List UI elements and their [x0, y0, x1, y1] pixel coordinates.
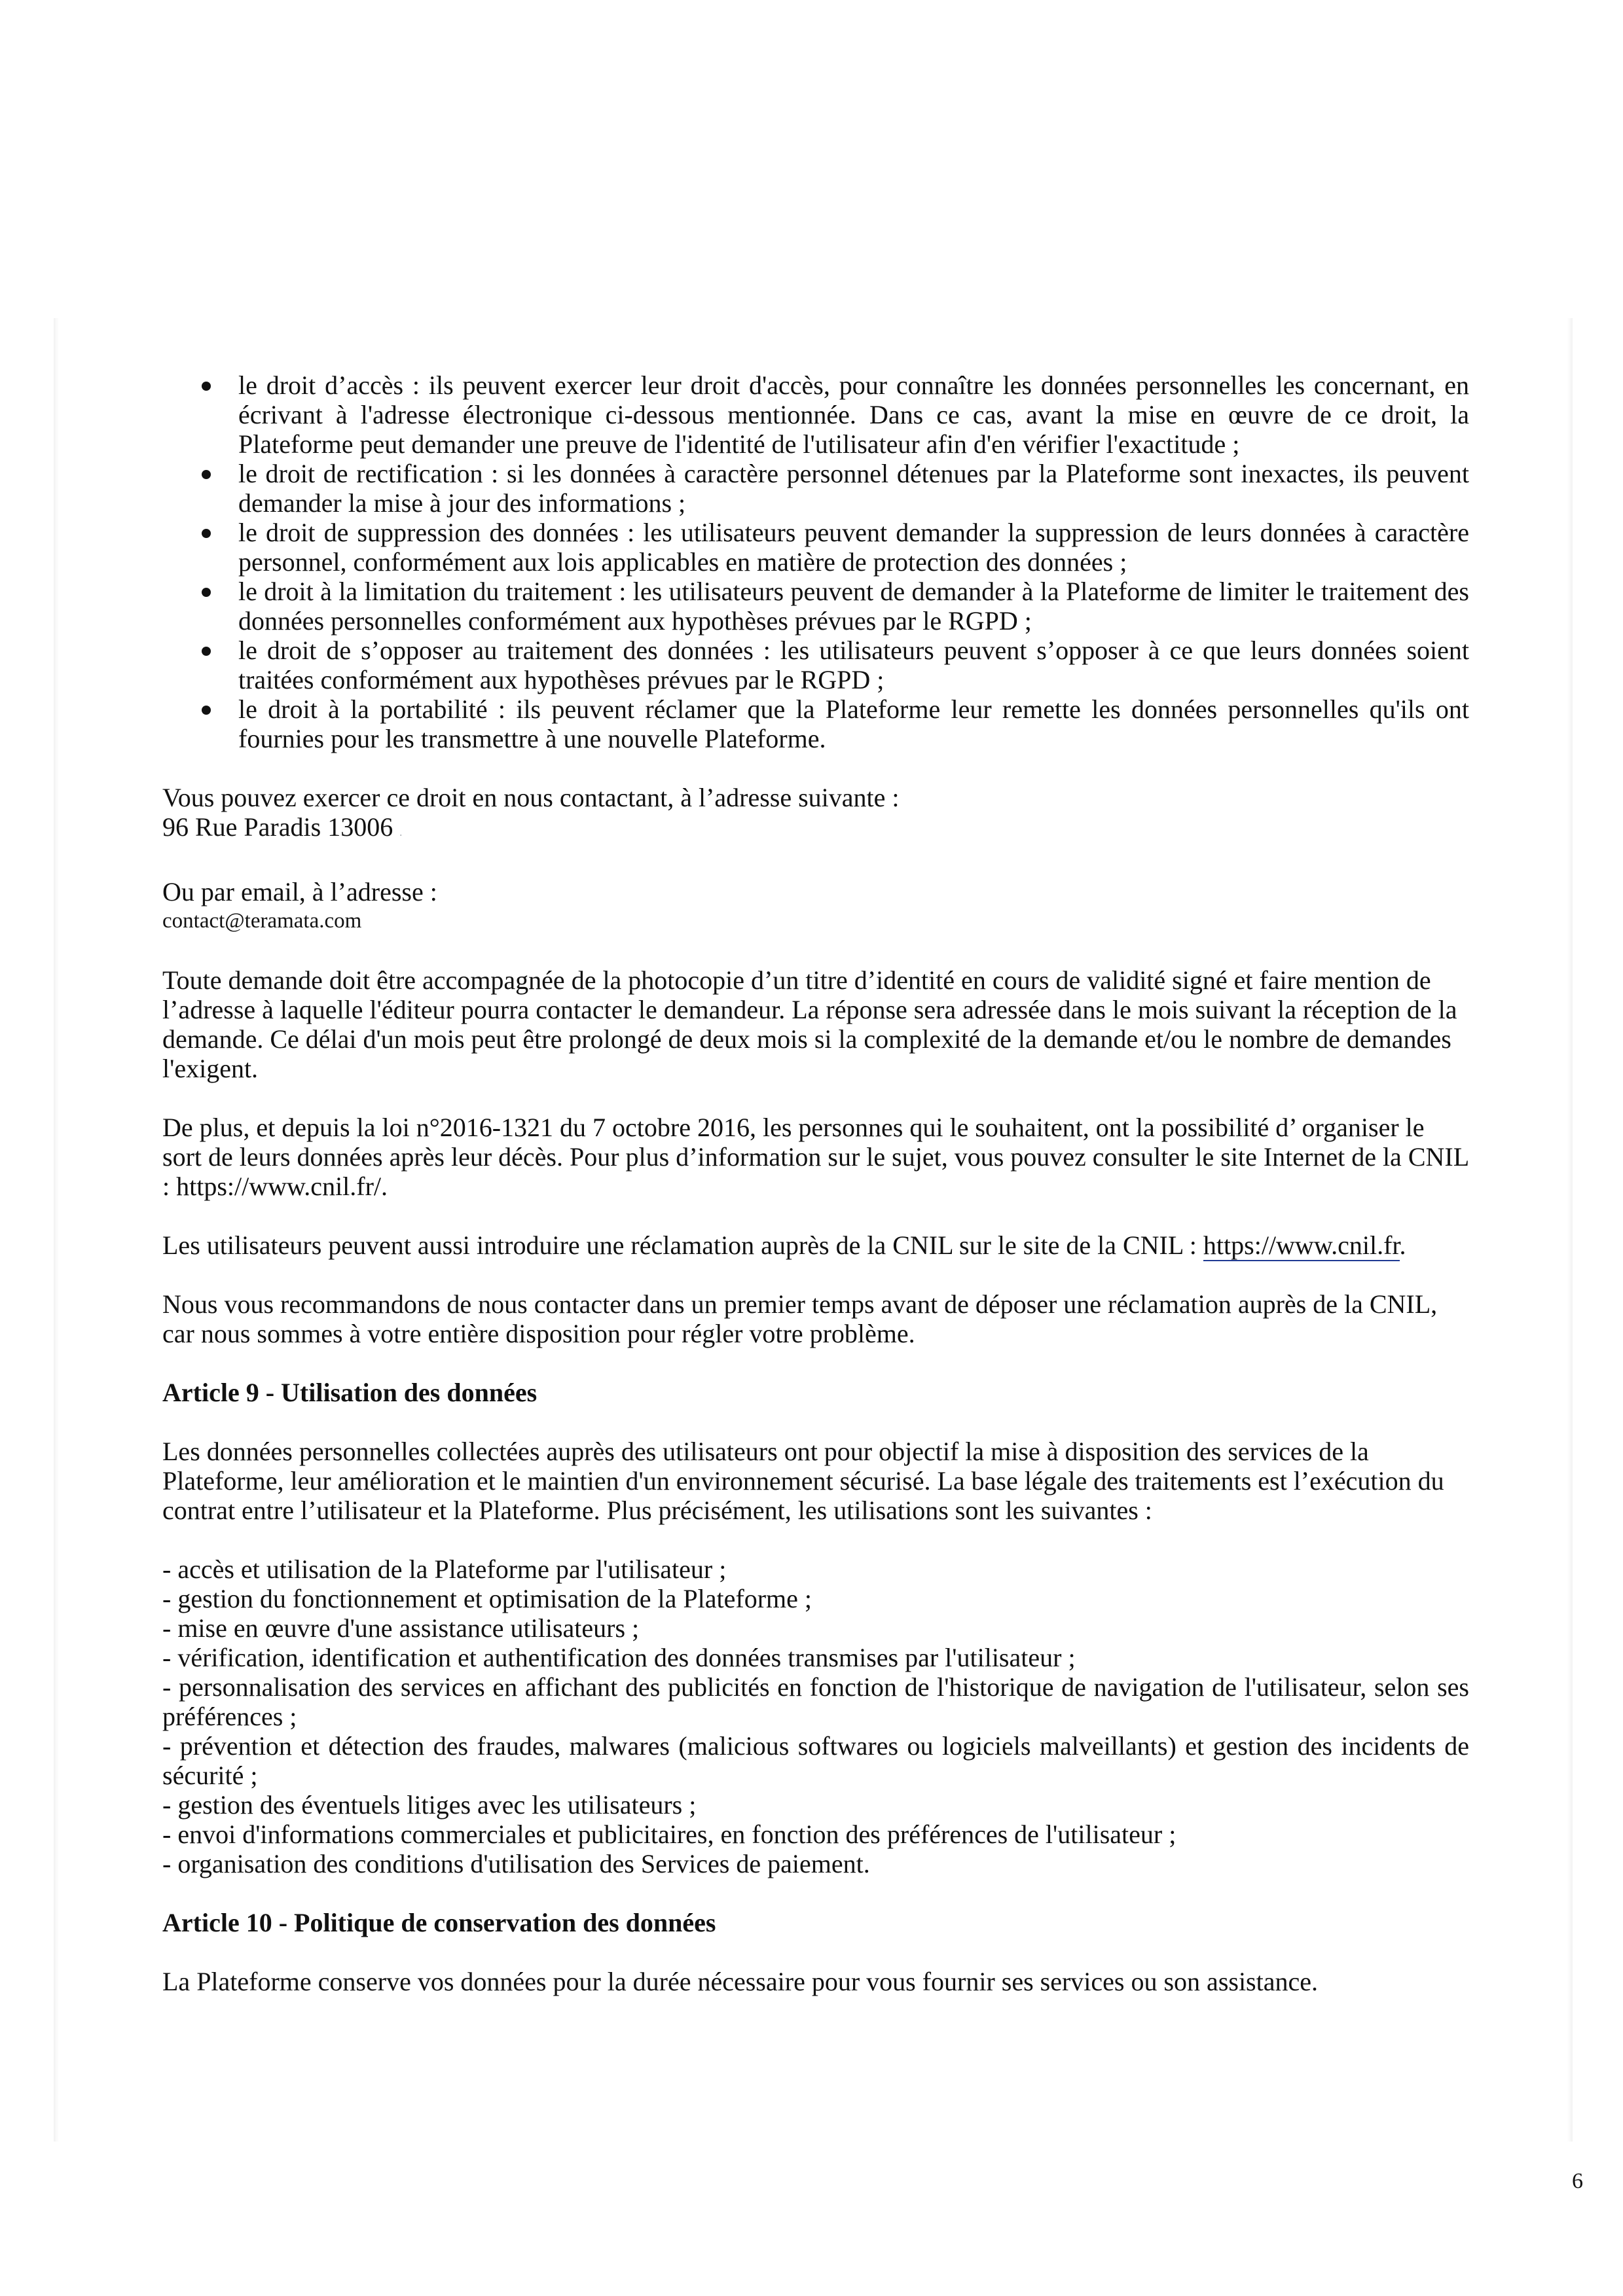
bullet-icon [202, 647, 211, 656]
law-paragraph: De plus, et depuis la loi n°2016-1321 du 7 octobre 2016, les personnes qui le souhaitent, ont la possibilité d’ organiser le sort de leurs données après leur décès. Pour plus d’information sur le sujet, vous pouvez consulter le site Internet de la CNIL : https://www.cnil.fr/. [162, 1113, 1468, 1201]
page-number: 6 [1572, 2169, 1583, 2193]
uses-list [162, 1554, 1469, 1878]
bullet-icon [202, 382, 211, 391]
list-item: - vérification, identification et authentification des données transmises par l'utilisateur ; [162, 1643, 1076, 1672]
document-body [162, 370, 1469, 1996]
article-10-title: Article 10 - Politique de conservation des données [162, 1908, 716, 1937]
cnil-link[interactable]: https://www.cnil.fr [1203, 1230, 1400, 1260]
list-item: - organisation des conditions d'utilisation des Services de paiement. [162, 1849, 870, 1878]
rights-list [162, 370, 1469, 753]
address-mark: . [399, 827, 403, 838]
list-item: le droit d’accès : ils peuvent exercer leur droit d'accès, pour connaître les données personnelles les concernant, en écrivant à l'adresse électronique ci-dessous mentionnée. Dans ce cas, avant la mise en œuvre de ce droit, la Plateforme peut demander une preuve de l'identité de l'utilisateur afin d'en vérifier l'exactitude ; [162, 370, 1469, 459]
bullet-icon [202, 470, 211, 479]
list-item: - accès et utilisation de la Plateforme par l'utilisateur ; [162, 1554, 727, 1584]
list-item: le droit à la portabilité : ils peuvent réclamer que la Plateforme leur remette les données personnelles qu'ils ont fournies pour les transmettre à une nouvelle Plateforme. [162, 694, 1469, 753]
list-item: - gestion du fonctionnement et optimisation de la Plateforme ; [162, 1584, 812, 1613]
address: 96 Rue Paradis 13006 . [162, 812, 403, 842]
list-item: - gestion des éventuels litiges avec les utilisateurs ; [162, 1790, 697, 1820]
page-edge-left [54, 318, 59, 2142]
request-paragraph: Toute demande doit être accompagnée de la photocopie d’un titre d’identité en cours de validité signé et faire mention de l’adresse à laquelle l'éditeur pourra contacter le demandeur. La réponse sera adressée dans le mois suivant la réception de la demande. Ce délai d'un mois peut être prolongé de deux mois si la complexité de la demande et/ou le nombre de demandes l'exigent. [162, 965, 1457, 1083]
page-edge-right [1567, 318, 1573, 2142]
list-item: le droit de s’opposer au traitement des données : les utilisateurs peuvent s’opposer à ce que leurs données soient traitées conformément aux hypothèses prévues par le RGPD ; [162, 636, 1469, 694]
recommend-paragraph: Nous vous recommandons de nous contacter dans un premier temps avant de déposer une réclamation auprès de la CNIL, car nous sommes à votre entière disposition pour régler votre problème. [162, 1289, 1438, 1348]
list-item: - mise en œuvre d'une assistance utilisateurs ; [162, 1613, 640, 1643]
bullet-icon [202, 706, 211, 715]
email-intro: Ou par email, à l’adresse : [162, 877, 437, 906]
article-10-text: La Plateforme conserve vos données pour la durée nécessaire pour vous fournir ses services ou son assistance. [162, 1967, 1318, 1996]
list-item: - prévention et détection des fraudes, malwares (malicious softwares ou logiciels malveillants) et gestion des incidents de sécurité ; [162, 1731, 1469, 1790]
address-intro: Vous pouvez exercer ce droit en nous contactant, à l’adresse suivante : [162, 783, 900, 812]
article-9-intro: Les données personnelles collectées auprès des utilisateurs ont pour objectif la mise à disposition des services de la Plateforme, leur amélioration et le maintien d'un environnement sécurisé. La base légale des traitements est l’exécution du contrat entre l’utilisateur et la Plateforme. Plus précisément, les utilisations sont les suivantes : [162, 1437, 1444, 1525]
bullet-icon [202, 529, 211, 538]
list-item: le droit de suppression des données : les utilisateurs peuvent demander la suppression de leurs données à caractère personnel, conformément aux lois applicables en matière de protection des données ; [162, 518, 1469, 577]
list-item: le droit de rectification : si les données à caractère personnel détenues par la Plateforme sont inexactes, ils peuvent demander la mise à jour des informations ; [162, 459, 1469, 518]
bullet-icon [202, 588, 211, 597]
email-address: contact@teramata.com [162, 909, 362, 933]
complaint-paragraph: Les utilisateurs peuvent aussi introduire une réclamation auprès de la CNIL sur le site de la CNIL : https://www.cnil.fr. [162, 1230, 1406, 1260]
list-item: - envoi d'informations commerciales et publicitaires, en fonction des préférences de l'utilisateur ; [162, 1820, 1176, 1849]
list-item: le droit à la limitation du traitement : les utilisateurs peuvent de demander à la Plateforme de limiter le traitement des données personnelles conformément aux hypothèses prévues par le RGPD ; [162, 577, 1469, 636]
article-9-title: Article 9 - Utilisation des données [162, 1378, 538, 1407]
list-item: - personnalisation des services en affichant des publicités en fonction de l'historique de navigation de l'utilisateur, selon ses préférences ; [162, 1672, 1469, 1731]
